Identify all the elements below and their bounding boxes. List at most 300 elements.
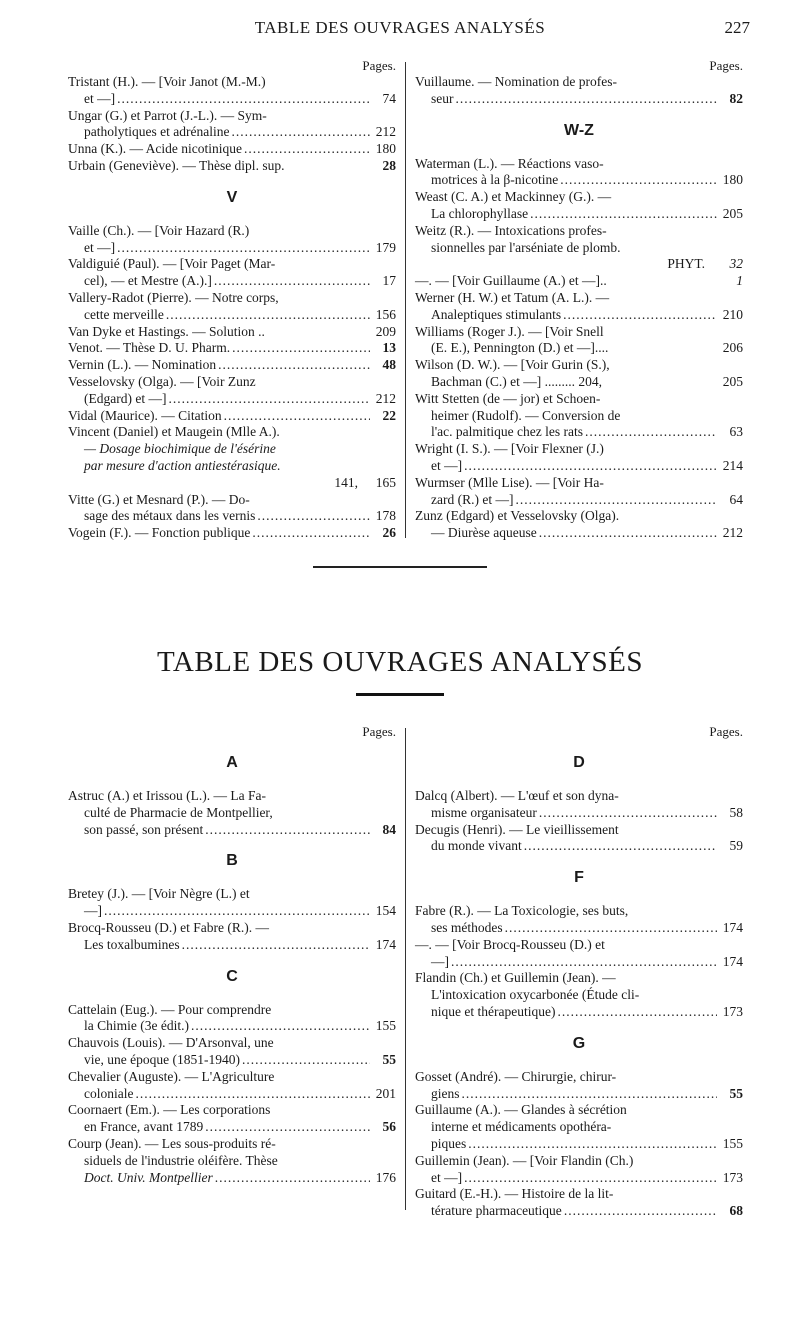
index-letter-heading: F bbox=[574, 869, 584, 887]
upper-right-column bbox=[415, 58, 743, 542]
entry-text: La chlorophyllase bbox=[431, 205, 529, 221]
entry-line bbox=[415, 156, 743, 173]
entry-line bbox=[415, 1102, 743, 1119]
entry-text: nique et thérapeutique) bbox=[431, 1003, 556, 1019]
entry-text: Flandin (Ch.) et Guillemin (Jean). — bbox=[415, 970, 616, 986]
entry-text: Brocq-Rousseu (D.) et Fabre (R.). — bbox=[68, 919, 269, 935]
entry-line bbox=[68, 1153, 396, 1170]
entry-text: Weast (C. A.) et Mackinney (G.). — bbox=[415, 189, 612, 205]
spacer bbox=[602, 374, 719, 391]
entry-text: —] bbox=[431, 953, 449, 969]
entry-line bbox=[68, 273, 396, 290]
entry-text: Vesselovsky (Olga). — [Voir Zunz bbox=[68, 373, 256, 389]
entry-line bbox=[415, 189, 743, 206]
entry-line bbox=[415, 240, 743, 257]
entry-text: Zunz (Edgard) et Vesselovsky (Olga). bbox=[415, 508, 620, 524]
page-reference: 68 bbox=[729, 1203, 743, 1219]
entry-line bbox=[415, 391, 743, 408]
entry-text: motrices à la β-nicotine bbox=[431, 172, 559, 188]
entry-text: et —] bbox=[84, 239, 116, 255]
entry-text: Bachman (C.) et —] ......... 204, bbox=[431, 373, 602, 389]
dot-leader bbox=[451, 954, 717, 971]
entry-line bbox=[415, 74, 743, 91]
entry-text: Wilson (D. W.). — [Voir Gurin (S.), bbox=[415, 357, 610, 373]
index-entry bbox=[415, 324, 743, 358]
dot-leader bbox=[505, 920, 717, 937]
entry-text: Decugis (Henri). — Le vieillissement bbox=[415, 821, 619, 837]
entry-line bbox=[68, 340, 396, 357]
entry-text: 141, bbox=[334, 474, 358, 490]
entry-line bbox=[68, 492, 396, 509]
dot-leader bbox=[244, 141, 370, 158]
dot-leader bbox=[564, 1203, 717, 1220]
page-reference: 82 bbox=[729, 90, 743, 106]
entry-text: — Dosage biochimique de l'ésérine bbox=[84, 441, 276, 457]
entry-text: Analeptiques stimulants bbox=[431, 306, 562, 322]
entry-text: Dalcq (Albert). — L'œuf et son dyna- bbox=[415, 788, 619, 803]
entry-text: Vitte (G.) et Mesnard (P.). — Do- bbox=[68, 491, 250, 507]
dot-leader bbox=[468, 1136, 717, 1153]
dot-leader bbox=[539, 525, 717, 542]
entry-line bbox=[68, 240, 396, 257]
entry-line bbox=[68, 374, 396, 391]
dot-leader bbox=[205, 822, 370, 839]
running-head-title: TABLE DES OUVRAGES ANALYSÉS bbox=[254, 18, 546, 37]
entry-line bbox=[68, 1069, 396, 1086]
entry-line bbox=[68, 1018, 396, 1035]
entry-text: vie, une époque (1851-1940) bbox=[84, 1051, 240, 1067]
index-entry bbox=[415, 475, 743, 509]
entry-line bbox=[68, 256, 396, 273]
entry-text: et —] bbox=[84, 90, 116, 106]
entry-text: Guillemin (Jean). — [Voir Flandin (Ch.) bbox=[415, 1152, 634, 1168]
entry-line bbox=[68, 424, 396, 441]
entry-text: ses méthodes bbox=[431, 919, 503, 935]
index-entry bbox=[68, 324, 396, 341]
entry-text: Guillaume (A.). — Glandes à sécrétion bbox=[415, 1102, 627, 1118]
index-entry bbox=[415, 1186, 743, 1220]
section-title: TABLE DES OUVRAGES ANALYSÉS bbox=[157, 646, 643, 678]
entry-text: Vallery-Radot (Pierre). — Notre corps, bbox=[68, 289, 279, 305]
entry-text: Vaille (Ch.). — [Voir Hazard (R.) bbox=[68, 222, 250, 238]
entry-line bbox=[415, 1203, 743, 1220]
index-entry bbox=[68, 340, 396, 357]
index-entry bbox=[68, 256, 396, 290]
entry-text: Gosset (André). — Chirurgie, chirur- bbox=[415, 1068, 617, 1084]
index-entry bbox=[68, 1136, 396, 1186]
entry-text: Unna (K.). — Acide nicotinique bbox=[68, 141, 242, 157]
entry-text: Wurmser (Mlle Lise). — [Voir Ha- bbox=[415, 474, 604, 490]
index-entry bbox=[415, 273, 743, 290]
entry-line bbox=[415, 273, 743, 290]
page-reference: 212 bbox=[375, 124, 396, 140]
section-separator-rule bbox=[313, 566, 487, 568]
index-letter-heading: V bbox=[226, 188, 238, 206]
index-entry bbox=[415, 441, 743, 475]
page-reference: 174 bbox=[375, 936, 396, 952]
index-entry bbox=[68, 290, 396, 324]
page-reference: 1 bbox=[736, 273, 743, 289]
page-reference: 214 bbox=[722, 457, 743, 473]
index-entry bbox=[415, 357, 743, 391]
pages-heading: Pages. bbox=[709, 724, 743, 739]
dot-leader bbox=[214, 273, 370, 290]
entry-line bbox=[68, 74, 396, 91]
entry-line bbox=[415, 987, 743, 1004]
entry-text: PHYT. bbox=[667, 256, 705, 272]
column-divider bbox=[405, 728, 406, 1210]
dot-leader bbox=[242, 1052, 370, 1069]
entry-text: sage des métaux dans les vernis bbox=[84, 508, 256, 524]
index-entry bbox=[68, 1035, 396, 1069]
page-reference: 156 bbox=[375, 306, 396, 322]
pages-heading: Pages. bbox=[362, 724, 396, 739]
lower-left-column bbox=[68, 724, 396, 1186]
dot-leader bbox=[257, 508, 370, 525]
entry-line bbox=[68, 124, 396, 141]
page-reference: 212 bbox=[722, 525, 743, 541]
index-entry bbox=[415, 223, 743, 273]
entry-line bbox=[415, 1004, 743, 1021]
page-reference: 56 bbox=[382, 1119, 396, 1135]
entry-text: —] bbox=[84, 903, 102, 919]
index-entry bbox=[415, 788, 743, 822]
entry-line bbox=[68, 324, 396, 341]
entry-line bbox=[68, 91, 396, 108]
entry-line bbox=[415, 441, 743, 458]
entry-text: par mesure d'action antiestérasique. bbox=[84, 457, 281, 473]
index-entry bbox=[68, 223, 396, 257]
entry-line bbox=[415, 954, 743, 971]
entry-text: cel), — et Mestre (A.).] bbox=[84, 273, 212, 289]
entry-text: Coornaert (Em.). — Les corporations bbox=[68, 1102, 271, 1118]
index-entry bbox=[415, 822, 743, 856]
index-entry bbox=[415, 1069, 743, 1103]
entry-text: Ungar (G.) et Parrot (J.-L.). — Sym- bbox=[68, 107, 267, 123]
dot-leader bbox=[182, 937, 370, 954]
entry-line bbox=[68, 1102, 396, 1119]
entry-line bbox=[68, 788, 396, 805]
entry-line bbox=[415, 525, 743, 542]
page-reference: 173 bbox=[722, 1003, 743, 1019]
entry-line bbox=[415, 920, 743, 937]
entry-text: sionnelles par l'arséniate de plomb. bbox=[431, 239, 621, 255]
entry-line bbox=[415, 223, 743, 240]
entry-text: —. — [Voir Guillaume (A.) et —].. bbox=[415, 273, 607, 289]
entry-line bbox=[68, 391, 396, 408]
entry-line bbox=[68, 937, 396, 954]
entry-line bbox=[68, 223, 396, 240]
index-entry bbox=[68, 158, 396, 175]
entry-text: Astruc (A.) et Irissou (L.). — La Fa- bbox=[68, 788, 266, 803]
entry-text: misme organisateur bbox=[431, 804, 537, 820]
entry-text: Chauvois (Louis). — D'Arsonval, une bbox=[68, 1035, 274, 1051]
entry-text: Courp (Jean). — Les sous-produits ré- bbox=[68, 1135, 276, 1151]
entry-text: coloniale bbox=[84, 1085, 134, 1101]
entry-line bbox=[68, 357, 396, 374]
page-reference: 13 bbox=[382, 340, 396, 356]
index-letter-heading: B bbox=[226, 852, 238, 870]
entry-text: Fabre (R.). — La Toxicologie, ses buts, bbox=[415, 903, 629, 919]
dot-leader bbox=[218, 357, 370, 374]
dot-leader bbox=[462, 1086, 718, 1103]
entry-line bbox=[68, 1035, 396, 1052]
entry-text: Wright (I. S.). — [Voir Flexner (J.) bbox=[415, 441, 604, 457]
index-entry bbox=[68, 886, 396, 920]
entry-line bbox=[68, 1136, 396, 1153]
dot-leader bbox=[168, 391, 370, 408]
entry-line bbox=[415, 937, 743, 954]
entry-text: son passé, son présent bbox=[84, 821, 204, 837]
spacer bbox=[705, 256, 719, 273]
entry-line bbox=[68, 920, 396, 937]
entry-line bbox=[415, 1069, 743, 1086]
entry-line bbox=[68, 141, 396, 158]
page-reference: 64 bbox=[729, 491, 743, 507]
entry-text: l'ac. palmitique chez les rats bbox=[431, 424, 583, 440]
entry-text: Guitard (E.-H.). — Histoire de la lit- bbox=[415, 1186, 614, 1202]
entry-line bbox=[415, 357, 743, 374]
dot-leader bbox=[539, 805, 717, 822]
entry-line bbox=[68, 903, 396, 920]
page-reference: 201 bbox=[375, 1085, 396, 1101]
entry-text: Tristant (H.). — [Voir Janot (M.-M.) bbox=[68, 74, 266, 89]
index-entry bbox=[415, 156, 743, 190]
page-reference: 154 bbox=[375, 903, 396, 919]
dot-leader bbox=[252, 525, 370, 542]
page-reference: 55 bbox=[729, 1085, 743, 1101]
entry-line bbox=[415, 408, 743, 425]
entry-text: Vogein (F.). — Fonction publique bbox=[68, 525, 251, 541]
entry-line bbox=[415, 475, 743, 492]
index-entry bbox=[68, 74, 396, 108]
entry-line bbox=[68, 1119, 396, 1136]
entry-text: et —] bbox=[431, 1169, 463, 1185]
entry-line bbox=[68, 1170, 396, 1187]
page-reference: 179 bbox=[375, 239, 396, 255]
entry-line bbox=[415, 1186, 743, 1203]
entry-line bbox=[68, 108, 396, 125]
index-entry bbox=[68, 788, 396, 838]
entry-line bbox=[415, 290, 743, 307]
entry-line bbox=[415, 1119, 743, 1136]
dot-leader bbox=[464, 458, 717, 475]
entry-line bbox=[415, 340, 743, 357]
page-number: 227 bbox=[724, 18, 750, 37]
page-reference: 74 bbox=[382, 90, 396, 106]
entry-text: Chevalier (Auguste). — L'Agriculture bbox=[68, 1068, 275, 1084]
entry-line bbox=[68, 508, 396, 525]
page-reference: 210 bbox=[722, 306, 743, 322]
dot-leader bbox=[215, 1170, 370, 1187]
index-entry bbox=[68, 920, 396, 954]
entry-line bbox=[68, 290, 396, 307]
entry-text: térature pharmaceutique bbox=[431, 1203, 562, 1219]
entry-text: siduels de l'industrie oléifère. Thèse bbox=[84, 1152, 278, 1168]
pages-heading: Pages. bbox=[362, 58, 396, 73]
page-reference: 209 bbox=[375, 323, 396, 339]
spacer bbox=[265, 324, 372, 341]
entry-line bbox=[415, 903, 743, 920]
page-reference: 32 bbox=[729, 256, 743, 272]
entry-text: — Diurèse aqueuse bbox=[431, 525, 537, 541]
running-head bbox=[0, 18, 800, 44]
lower-right-column bbox=[415, 724, 743, 1220]
entry-line bbox=[68, 1002, 396, 1019]
entry-line bbox=[68, 1052, 396, 1069]
index-letter-heading: G bbox=[572, 1034, 586, 1052]
entry-text: interne et médicaments opothéra- bbox=[431, 1119, 612, 1135]
entry-text: Williams (Roger J.). — [Voir Snell bbox=[415, 323, 604, 339]
pages-heading: Pages. bbox=[709, 58, 743, 73]
index-entry bbox=[68, 408, 396, 425]
page-reference: 26 bbox=[382, 525, 396, 541]
entry-line bbox=[68, 886, 396, 903]
entry-line bbox=[68, 475, 396, 492]
dot-leader bbox=[166, 307, 370, 324]
entry-line bbox=[415, 1170, 743, 1187]
entry-line bbox=[415, 256, 743, 273]
spacer bbox=[358, 475, 372, 492]
index-entry bbox=[415, 903, 743, 937]
index-entry bbox=[68, 374, 396, 408]
page-reference: 28 bbox=[382, 157, 396, 173]
page-reference: 17 bbox=[382, 273, 396, 289]
page-reference: 155 bbox=[722, 1135, 743, 1151]
index-entry bbox=[68, 108, 396, 142]
index-letter-heading: W-Z bbox=[564, 121, 594, 139]
page-reference: 176 bbox=[375, 1169, 396, 1185]
dot-leader bbox=[231, 124, 370, 141]
index-entry bbox=[415, 508, 743, 542]
entry-text: Van Dyke et Hastings. — Solution .. bbox=[68, 323, 265, 339]
index-entry bbox=[68, 424, 396, 491]
entry-line bbox=[415, 91, 743, 108]
spacer bbox=[607, 273, 719, 290]
entry-text: Vincent (Daniel) et Maugein (Mlle A.). bbox=[68, 424, 280, 440]
entry-text: (E. E.), Pennington (D.) et —].... bbox=[431, 340, 609, 356]
dot-leader bbox=[117, 91, 370, 108]
dot-leader bbox=[515, 492, 717, 509]
index-entry bbox=[415, 290, 743, 324]
entry-text: Bretey (J.). — [Voir Nègre (L.) et bbox=[68, 886, 250, 902]
page-reference: 58 bbox=[729, 804, 743, 820]
entry-text: Werner (H. W.) et Tatum (A. L.). — bbox=[415, 289, 610, 305]
dot-leader bbox=[560, 172, 717, 189]
entry-text: seur bbox=[431, 90, 454, 106]
entry-line bbox=[68, 525, 396, 542]
entry-text: Vuillaume. — Nomination de profes- bbox=[415, 74, 618, 89]
entry-text: Waterman (L.). — Réactions vaso- bbox=[415, 155, 604, 171]
page-reference: 180 bbox=[375, 141, 396, 157]
entry-text: —. — [Voir Brocq-Rousseu (D.) et bbox=[415, 936, 605, 952]
index-entry bbox=[68, 1002, 396, 1036]
index-entry bbox=[68, 1102, 396, 1136]
page-reference: 22 bbox=[382, 407, 396, 423]
entry-line bbox=[415, 206, 743, 223]
entry-line bbox=[415, 424, 743, 441]
entry-text: culté de Pharmacie de Montpellier, bbox=[84, 804, 273, 820]
entry-line bbox=[415, 822, 743, 839]
entry-text: piques bbox=[431, 1135, 467, 1151]
entry-line bbox=[415, 805, 743, 822]
dot-leader bbox=[456, 91, 718, 108]
entry-line bbox=[415, 1136, 743, 1153]
entry-line bbox=[68, 458, 396, 475]
dot-leader bbox=[464, 1170, 717, 1187]
entry-text: Urbain (Geneviève). — Thèse dipl. sup. bbox=[68, 157, 285, 173]
entry-text: du monde vivant bbox=[431, 838, 522, 854]
entry-text: (Edgard) et —] bbox=[84, 390, 167, 406]
dot-leader bbox=[224, 408, 370, 425]
index-entry bbox=[415, 391, 743, 441]
entry-text: Witt Stetten (de — jor) et Schoen- bbox=[415, 390, 601, 406]
page-reference: 48 bbox=[382, 357, 396, 373]
dot-leader bbox=[563, 307, 717, 324]
page-reference: 212 bbox=[375, 390, 396, 406]
entry-line bbox=[68, 441, 396, 458]
page-reference: 59 bbox=[729, 838, 743, 854]
entry-line bbox=[68, 307, 396, 324]
page-reference: 63 bbox=[729, 424, 743, 440]
dot-leader bbox=[524, 838, 717, 855]
entry-line bbox=[415, 788, 743, 805]
entry-line bbox=[415, 374, 743, 391]
entry-line bbox=[415, 508, 743, 525]
entry-text: Valdiguié (Paul). — [Voir Paget (Mar- bbox=[68, 256, 276, 272]
entry-text: Cattelain (Eug.). — Pour comprendre bbox=[68, 1001, 272, 1017]
page-reference: 174 bbox=[722, 953, 743, 969]
entry-line bbox=[415, 172, 743, 189]
entry-text: giens bbox=[431, 1085, 460, 1101]
entry-text: et —] bbox=[431, 457, 463, 473]
dot-leader bbox=[557, 1004, 717, 1021]
index-letter-heading: C bbox=[226, 967, 238, 985]
page-reference: 174 bbox=[722, 919, 743, 935]
page-reference: 180 bbox=[722, 172, 743, 188]
index-entry bbox=[415, 189, 743, 223]
index-entry bbox=[415, 1102, 743, 1152]
entry-text: Doct. Univ. Montpellier bbox=[84, 1169, 213, 1185]
page-reference: 165 bbox=[375, 474, 396, 490]
spacer bbox=[284, 158, 372, 175]
index-entry bbox=[415, 937, 743, 971]
page-reference: 155 bbox=[375, 1018, 396, 1034]
entry-line bbox=[415, 492, 743, 509]
entry-line bbox=[415, 838, 743, 855]
entry-line bbox=[68, 158, 396, 175]
dot-leader bbox=[191, 1018, 370, 1035]
page-reference: 178 bbox=[375, 508, 396, 524]
upper-left-column bbox=[68, 58, 396, 542]
dot-leader bbox=[232, 340, 370, 357]
index-entry bbox=[415, 970, 743, 1020]
page-reference: 84 bbox=[382, 821, 396, 837]
entry-text: Weitz (R.). — Intoxications profes- bbox=[415, 222, 607, 238]
entry-text: la Chimie (3e édit.) bbox=[84, 1018, 189, 1034]
page-reference: 205 bbox=[722, 373, 743, 389]
page-reference: 173 bbox=[722, 1169, 743, 1185]
spacer bbox=[608, 340, 719, 357]
entry-line bbox=[415, 970, 743, 987]
entry-line bbox=[415, 324, 743, 341]
index-letter-heading: D bbox=[573, 754, 585, 771]
entry-text: cette merveille bbox=[84, 306, 164, 322]
dot-leader bbox=[117, 240, 370, 257]
page-reference: 206 bbox=[722, 340, 743, 356]
entry-text: en France, avant 1789 bbox=[84, 1119, 204, 1135]
page-reference: 205 bbox=[722, 205, 743, 221]
